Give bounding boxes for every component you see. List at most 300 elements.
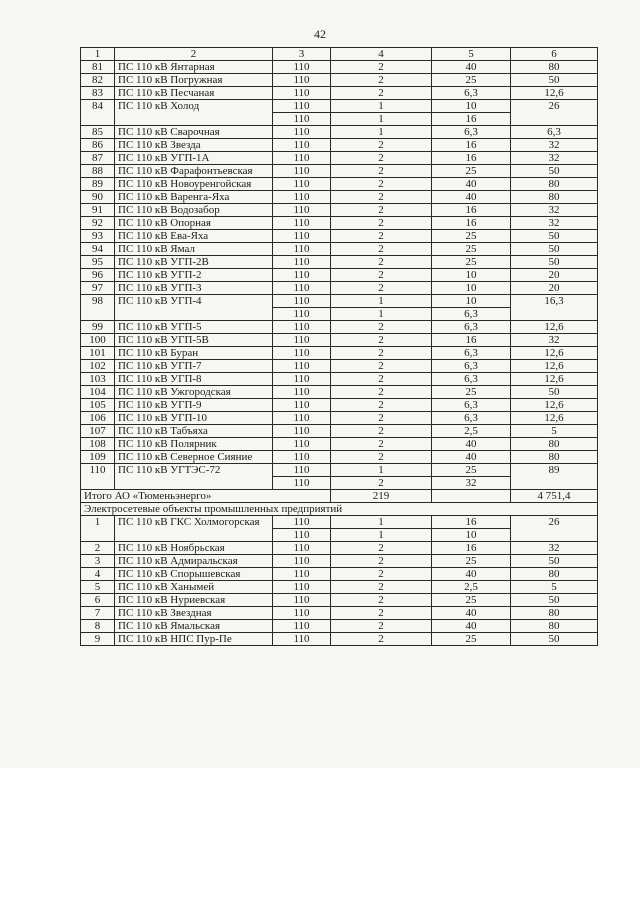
transformer-power-cell: 25	[432, 256, 511, 269]
transformer-power-cell: 6,3	[432, 360, 511, 373]
voltage-cell: 110	[273, 61, 331, 74]
row-number: 106	[81, 412, 115, 425]
total-power-cell: 80	[511, 438, 598, 451]
summary-empty	[432, 490, 511, 503]
total-power-cell: 12,6	[511, 87, 598, 100]
table-row	[81, 230, 598, 243]
voltage-cell: 110	[273, 113, 331, 126]
summary-row	[81, 490, 598, 503]
transformer-power-cell: 6,3	[432, 347, 511, 360]
voltage-cell: 110	[273, 204, 331, 217]
table-row	[81, 555, 598, 568]
transformer-count-cell: 2	[331, 243, 432, 256]
transformer-count-cell: 2	[331, 334, 432, 347]
table-row	[81, 321, 598, 334]
section-heading-row	[81, 503, 598, 516]
transformer-count-cell: 2	[331, 477, 432, 490]
substation-name: ПС 110 кВ Песчаная	[115, 87, 273, 100]
table-row	[81, 178, 598, 191]
transformer-power-cell: 40	[432, 438, 511, 451]
transformer-power-cell: 6,3	[432, 126, 511, 139]
total-power-cell: 50	[511, 230, 598, 243]
table-row	[81, 334, 598, 347]
row-number: 83	[81, 87, 115, 100]
total-power-cell: 50	[511, 555, 598, 568]
table-row	[81, 217, 598, 230]
row-number: 1	[81, 516, 115, 542]
total-power-cell: 80	[511, 607, 598, 620]
voltage-cell: 110	[273, 568, 331, 581]
table-row	[81, 269, 598, 282]
table-row	[81, 516, 598, 529]
substation-name: ПС 110 кВ ГКС Холмогорская	[115, 516, 273, 542]
row-number: 107	[81, 425, 115, 438]
total-power-cell: 6,3	[511, 126, 598, 139]
table-row	[81, 581, 598, 594]
transformer-power-cell: 40	[432, 61, 511, 74]
transformer-count-cell: 2	[331, 256, 432, 269]
transformer-count-cell: 2	[331, 360, 432, 373]
substation-name: ПС 110 кВ УГП-2В	[115, 256, 273, 269]
substation-name: ПС 110 кВ Опорная	[115, 217, 273, 230]
substation-name: ПС 110 кВ Табъяха	[115, 425, 273, 438]
voltage-cell: 110	[273, 477, 331, 490]
transformer-count-cell: 1	[331, 113, 432, 126]
voltage-cell: 110	[273, 451, 331, 464]
transformer-count-cell: 2	[331, 607, 432, 620]
total-power-cell: 26	[511, 100, 598, 126]
substation-name: ПС 110 кВ Погружная	[115, 74, 273, 87]
total-power-cell: 32	[511, 217, 598, 230]
voltage-cell: 110	[273, 152, 331, 165]
transformer-power-cell: 16	[432, 334, 511, 347]
substation-name: ПС 110 кВ Спорышевская	[115, 568, 273, 581]
substation-name: ПС 110 кВ УГП-5	[115, 321, 273, 334]
voltage-cell: 110	[273, 74, 331, 87]
transformer-power-cell: 40	[432, 191, 511, 204]
row-number: 102	[81, 360, 115, 373]
substations-table	[80, 47, 598, 646]
voltage-cell: 110	[273, 243, 331, 256]
row-number: 82	[81, 74, 115, 87]
substation-name: ПС 110 кВ УГП-8	[115, 373, 273, 386]
substation-name: ПС 110 кВ Ямал	[115, 243, 273, 256]
substation-name: ПС 110 кВ Ноябрьская	[115, 542, 273, 555]
summary-count: 219	[331, 490, 432, 503]
substation-name: ПС 110 кВ УГП-4	[115, 295, 273, 321]
total-power-cell: 32	[511, 334, 598, 347]
row-number: 93	[81, 230, 115, 243]
transformer-power-cell: 16	[432, 204, 511, 217]
substation-name: ПС 110 кВ Холод	[115, 100, 273, 126]
transformer-power-cell: 32	[432, 477, 511, 490]
row-number: 8	[81, 620, 115, 633]
transformer-count-cell: 2	[331, 373, 432, 386]
substation-name: ПС 110 кВ Буран	[115, 347, 273, 360]
table-row	[81, 256, 598, 269]
substation-name: ПС 110 кВ Новоуренгойская	[115, 178, 273, 191]
transformer-count-cell: 2	[331, 230, 432, 243]
voltage-cell: 110	[273, 100, 331, 113]
transformer-count-cell: 2	[331, 191, 432, 204]
transformer-power-cell: 10	[432, 282, 511, 295]
transformer-power-cell: 40	[432, 620, 511, 633]
row-number: 95	[81, 256, 115, 269]
transformer-power-cell: 6,3	[432, 321, 511, 334]
row-number: 100	[81, 334, 115, 347]
total-power-cell: 20	[511, 269, 598, 282]
total-power-cell: 32	[511, 542, 598, 555]
voltage-cell: 110	[273, 542, 331, 555]
table-row	[81, 282, 598, 295]
row-number: 91	[81, 204, 115, 217]
transformer-count-cell: 1	[331, 516, 432, 529]
transformer-count-cell: 2	[331, 620, 432, 633]
row-number: 9	[81, 633, 115, 646]
transformer-power-cell: 16	[432, 152, 511, 165]
column-number: 2	[115, 48, 273, 61]
row-number: 98	[81, 295, 115, 321]
transformer-count-cell: 2	[331, 217, 432, 230]
row-number: 109	[81, 451, 115, 464]
table-row	[81, 139, 598, 152]
transformer-power-cell: 10	[432, 529, 511, 542]
transformer-count-cell: 2	[331, 178, 432, 191]
voltage-cell: 110	[273, 295, 331, 308]
transformer-power-cell: 25	[432, 243, 511, 256]
table-row	[81, 87, 598, 100]
row-number: 99	[81, 321, 115, 334]
transformer-count-cell: 2	[331, 542, 432, 555]
substation-name: ПС 110 кВ УГП-5В	[115, 334, 273, 347]
transformer-power-cell: 40	[432, 451, 511, 464]
total-power-cell: 32	[511, 139, 598, 152]
total-power-cell: 12,6	[511, 321, 598, 334]
table-row	[81, 620, 598, 633]
total-power-cell: 12,6	[511, 399, 598, 412]
column-number: 4	[331, 48, 432, 61]
substation-name: ПС 110 кВ УГП-10	[115, 412, 273, 425]
transformer-power-cell: 2,5	[432, 581, 511, 594]
table-row	[81, 412, 598, 425]
transformer-power-cell: 40	[432, 568, 511, 581]
row-number: 89	[81, 178, 115, 191]
voltage-cell: 110	[273, 282, 331, 295]
total-power-cell: 80	[511, 178, 598, 191]
table-row	[81, 464, 598, 477]
table-row	[81, 542, 598, 555]
transformer-power-cell: 40	[432, 607, 511, 620]
transformer-power-cell: 25	[432, 594, 511, 607]
row-number: 96	[81, 269, 115, 282]
total-power-cell: 80	[511, 451, 598, 464]
transformer-count-cell: 2	[331, 347, 432, 360]
row-number: 3	[81, 555, 115, 568]
transformer-count-cell: 1	[331, 529, 432, 542]
row-number: 87	[81, 152, 115, 165]
substation-name: ПС 110 кВ Ямальская	[115, 620, 273, 633]
voltage-cell: 110	[273, 269, 331, 282]
table-row	[81, 399, 598, 412]
total-power-cell: 80	[511, 191, 598, 204]
row-number: 5	[81, 581, 115, 594]
transformer-power-cell: 25	[432, 230, 511, 243]
row-number: 97	[81, 282, 115, 295]
transformer-count-cell: 2	[331, 438, 432, 451]
table-row	[81, 386, 598, 399]
table-row	[81, 373, 598, 386]
transformer-power-cell: 25	[432, 74, 511, 87]
total-power-cell: 89	[511, 464, 598, 490]
transformer-count-cell: 1	[331, 464, 432, 477]
row-number: 7	[81, 607, 115, 620]
voltage-cell: 110	[273, 529, 331, 542]
row-number: 110	[81, 464, 115, 490]
table-row	[81, 360, 598, 373]
transformer-count-cell: 2	[331, 269, 432, 282]
total-power-cell: 16,3	[511, 295, 598, 321]
transformer-count-cell: 2	[331, 61, 432, 74]
voltage-cell: 110	[273, 321, 331, 334]
transformer-count-cell: 2	[331, 594, 432, 607]
voltage-cell: 110	[273, 165, 331, 178]
voltage-cell: 110	[273, 230, 331, 243]
table-row	[81, 295, 598, 308]
transformer-power-cell: 25	[432, 464, 511, 477]
table-body	[81, 48, 598, 646]
transformer-count-cell: 2	[331, 321, 432, 334]
section-heading: Электросетевые объекты промышленных предприятий	[81, 503, 598, 516]
substation-name: ПС 110 кВ Ева-Яха	[115, 230, 273, 243]
transformer-power-cell: 2,5	[432, 425, 511, 438]
voltage-cell: 110	[273, 438, 331, 451]
transformer-power-cell: 6,3	[432, 399, 511, 412]
transformer-power-cell: 6,3	[432, 373, 511, 386]
transformer-count-cell: 2	[331, 386, 432, 399]
substation-name: ПС 110 кВ УГП-3	[115, 282, 273, 295]
table-row	[81, 568, 598, 581]
voltage-cell: 110	[273, 347, 331, 360]
column-number: 5	[432, 48, 511, 61]
row-number: 94	[81, 243, 115, 256]
total-power-cell: 12,6	[511, 360, 598, 373]
total-power-cell: 12,6	[511, 373, 598, 386]
substation-name: ПС 110 кВ Варенга-Яха	[115, 191, 273, 204]
total-power-cell: 32	[511, 152, 598, 165]
table-row	[81, 74, 598, 87]
column-number: 6	[511, 48, 598, 61]
voltage-cell: 110	[273, 191, 331, 204]
total-power-cell: 50	[511, 165, 598, 178]
voltage-cell: 110	[273, 308, 331, 321]
voltage-cell: 110	[273, 399, 331, 412]
total-power-cell: 80	[511, 568, 598, 581]
row-number: 84	[81, 100, 115, 126]
table-row	[81, 438, 598, 451]
row-number: 86	[81, 139, 115, 152]
row-number: 108	[81, 438, 115, 451]
table-row	[81, 204, 598, 217]
table-row	[81, 100, 598, 113]
substation-name: ПС 110 кВ Звездная	[115, 607, 273, 620]
voltage-cell: 110	[273, 581, 331, 594]
table-row	[81, 191, 598, 204]
column-number: 1	[81, 48, 115, 61]
row-number: 92	[81, 217, 115, 230]
row-number: 81	[81, 61, 115, 74]
substation-name: ПС 110 кВ УГП-1А	[115, 152, 273, 165]
transformer-count-cell: 1	[331, 295, 432, 308]
transformer-count-cell: 2	[331, 568, 432, 581]
substation-name: ПС 110 кВ УГТЭС-72	[115, 464, 273, 490]
voltage-cell: 110	[273, 425, 331, 438]
transformer-power-cell: 16	[432, 113, 511, 126]
voltage-cell: 110	[273, 87, 331, 100]
voltage-cell: 110	[273, 607, 331, 620]
row-number: 101	[81, 347, 115, 360]
voltage-cell: 110	[273, 516, 331, 529]
row-number: 85	[81, 126, 115, 139]
row-number: 104	[81, 386, 115, 399]
table-row	[81, 347, 598, 360]
transformer-count-cell: 2	[331, 87, 432, 100]
transformer-power-cell: 40	[432, 178, 511, 191]
transformer-count-cell: 2	[331, 165, 432, 178]
voltage-cell: 110	[273, 256, 331, 269]
total-power-cell: 5	[511, 581, 598, 594]
column-number-row	[81, 48, 598, 61]
substation-name: ПС 110 кВ Сварочная	[115, 126, 273, 139]
voltage-cell: 110	[273, 373, 331, 386]
row-number: 103	[81, 373, 115, 386]
substation-name: ПС 110 кВ НПС Пур-Пе	[115, 633, 273, 646]
table-row	[81, 61, 598, 74]
transformer-power-cell: 6,3	[432, 308, 511, 321]
transformer-power-cell: 16	[432, 542, 511, 555]
transformer-power-cell: 16	[432, 139, 511, 152]
table-row	[81, 451, 598, 464]
substation-name: ПС 110 кВ УГП-2	[115, 269, 273, 282]
transformer-count-cell: 1	[331, 308, 432, 321]
transformer-power-cell: 25	[432, 555, 511, 568]
total-power-cell: 80	[511, 620, 598, 633]
voltage-cell: 110	[273, 620, 331, 633]
substation-name: ПС 110 кВ Адмиральская	[115, 555, 273, 568]
transformer-count-cell: 1	[331, 126, 432, 139]
transformer-count-cell: 2	[331, 581, 432, 594]
table-row	[81, 152, 598, 165]
total-power-cell: 12,6	[511, 347, 598, 360]
summary-total: 4 751,4	[511, 490, 598, 503]
transformer-power-cell: 6,3	[432, 412, 511, 425]
substation-name: ПС 110 кВ Янтарная	[115, 61, 273, 74]
transformer-count-cell: 1	[331, 100, 432, 113]
total-power-cell: 26	[511, 516, 598, 542]
voltage-cell: 110	[273, 412, 331, 425]
total-power-cell: 80	[511, 61, 598, 74]
voltage-cell: 110	[273, 126, 331, 139]
transformer-count-cell: 2	[331, 139, 432, 152]
table-row	[81, 243, 598, 256]
voltage-cell: 110	[273, 334, 331, 347]
row-number: 2	[81, 542, 115, 555]
transformer-count-cell: 2	[331, 74, 432, 87]
transformer-power-cell: 10	[432, 100, 511, 113]
row-number: 105	[81, 399, 115, 412]
total-power-cell: 5	[511, 425, 598, 438]
transformer-power-cell: 25	[432, 633, 511, 646]
page-number: 42	[314, 27, 326, 41]
total-power-cell: 50	[511, 386, 598, 399]
table-row	[81, 126, 598, 139]
voltage-cell: 110	[273, 360, 331, 373]
total-power-cell: 32	[511, 204, 598, 217]
table-row	[81, 425, 598, 438]
row-number: 4	[81, 568, 115, 581]
row-number: 6	[81, 594, 115, 607]
transformer-power-cell: 10	[432, 269, 511, 282]
transformer-power-cell: 16	[432, 217, 511, 230]
substation-name: ПС 110 кВ Ужгородская	[115, 386, 273, 399]
table-row	[81, 165, 598, 178]
transformer-count-cell: 2	[331, 412, 432, 425]
voltage-cell: 110	[273, 633, 331, 646]
voltage-cell: 110	[273, 139, 331, 152]
transformer-power-cell: 6,3	[432, 87, 511, 100]
row-number: 90	[81, 191, 115, 204]
total-power-cell: 50	[511, 633, 598, 646]
total-power-cell: 50	[511, 594, 598, 607]
substation-name: ПС 110 кВ Полярник	[115, 438, 273, 451]
voltage-cell: 110	[273, 555, 331, 568]
substation-name: ПС 110 кВ Ханымей	[115, 581, 273, 594]
voltage-cell: 110	[273, 594, 331, 607]
substation-name: ПС 110 кВ Северное Сияние	[115, 451, 273, 464]
transformer-count-cell: 2	[331, 425, 432, 438]
transformer-count-cell: 2	[331, 204, 432, 217]
substation-name: ПС 110 кВ Звезда	[115, 139, 273, 152]
table-row	[81, 607, 598, 620]
transformer-count-cell: 2	[331, 633, 432, 646]
summary-label: Итого АО «Тюменьэнерго»	[81, 490, 331, 503]
substation-name: ПС 110 кВ УГП-7	[115, 360, 273, 373]
table-row	[81, 633, 598, 646]
voltage-cell: 110	[273, 178, 331, 191]
column-number: 3	[273, 48, 331, 61]
table-row	[81, 594, 598, 607]
total-power-cell: 50	[511, 243, 598, 256]
row-number: 88	[81, 165, 115, 178]
transformer-power-cell: 25	[432, 165, 511, 178]
total-power-cell: 50	[511, 256, 598, 269]
substation-name: ПС 110 кВ Фарафонтьевская	[115, 165, 273, 178]
voltage-cell: 110	[273, 217, 331, 230]
substation-name: ПС 110 кВ Водозабор	[115, 204, 273, 217]
transformer-power-cell: 16	[432, 516, 511, 529]
transformer-count-cell: 2	[331, 399, 432, 412]
voltage-cell: 110	[273, 464, 331, 477]
substation-name: ПС 110 кВ Нуриевская	[115, 594, 273, 607]
transformer-count-cell: 2	[331, 555, 432, 568]
transformer-count-cell: 2	[331, 451, 432, 464]
transformer-power-cell: 10	[432, 295, 511, 308]
substation-name: ПС 110 кВ УГП-9	[115, 399, 273, 412]
total-power-cell: 20	[511, 282, 598, 295]
voltage-cell: 110	[273, 386, 331, 399]
total-power-cell: 50	[511, 74, 598, 87]
transformer-count-cell: 2	[331, 282, 432, 295]
transformer-count-cell: 2	[331, 152, 432, 165]
